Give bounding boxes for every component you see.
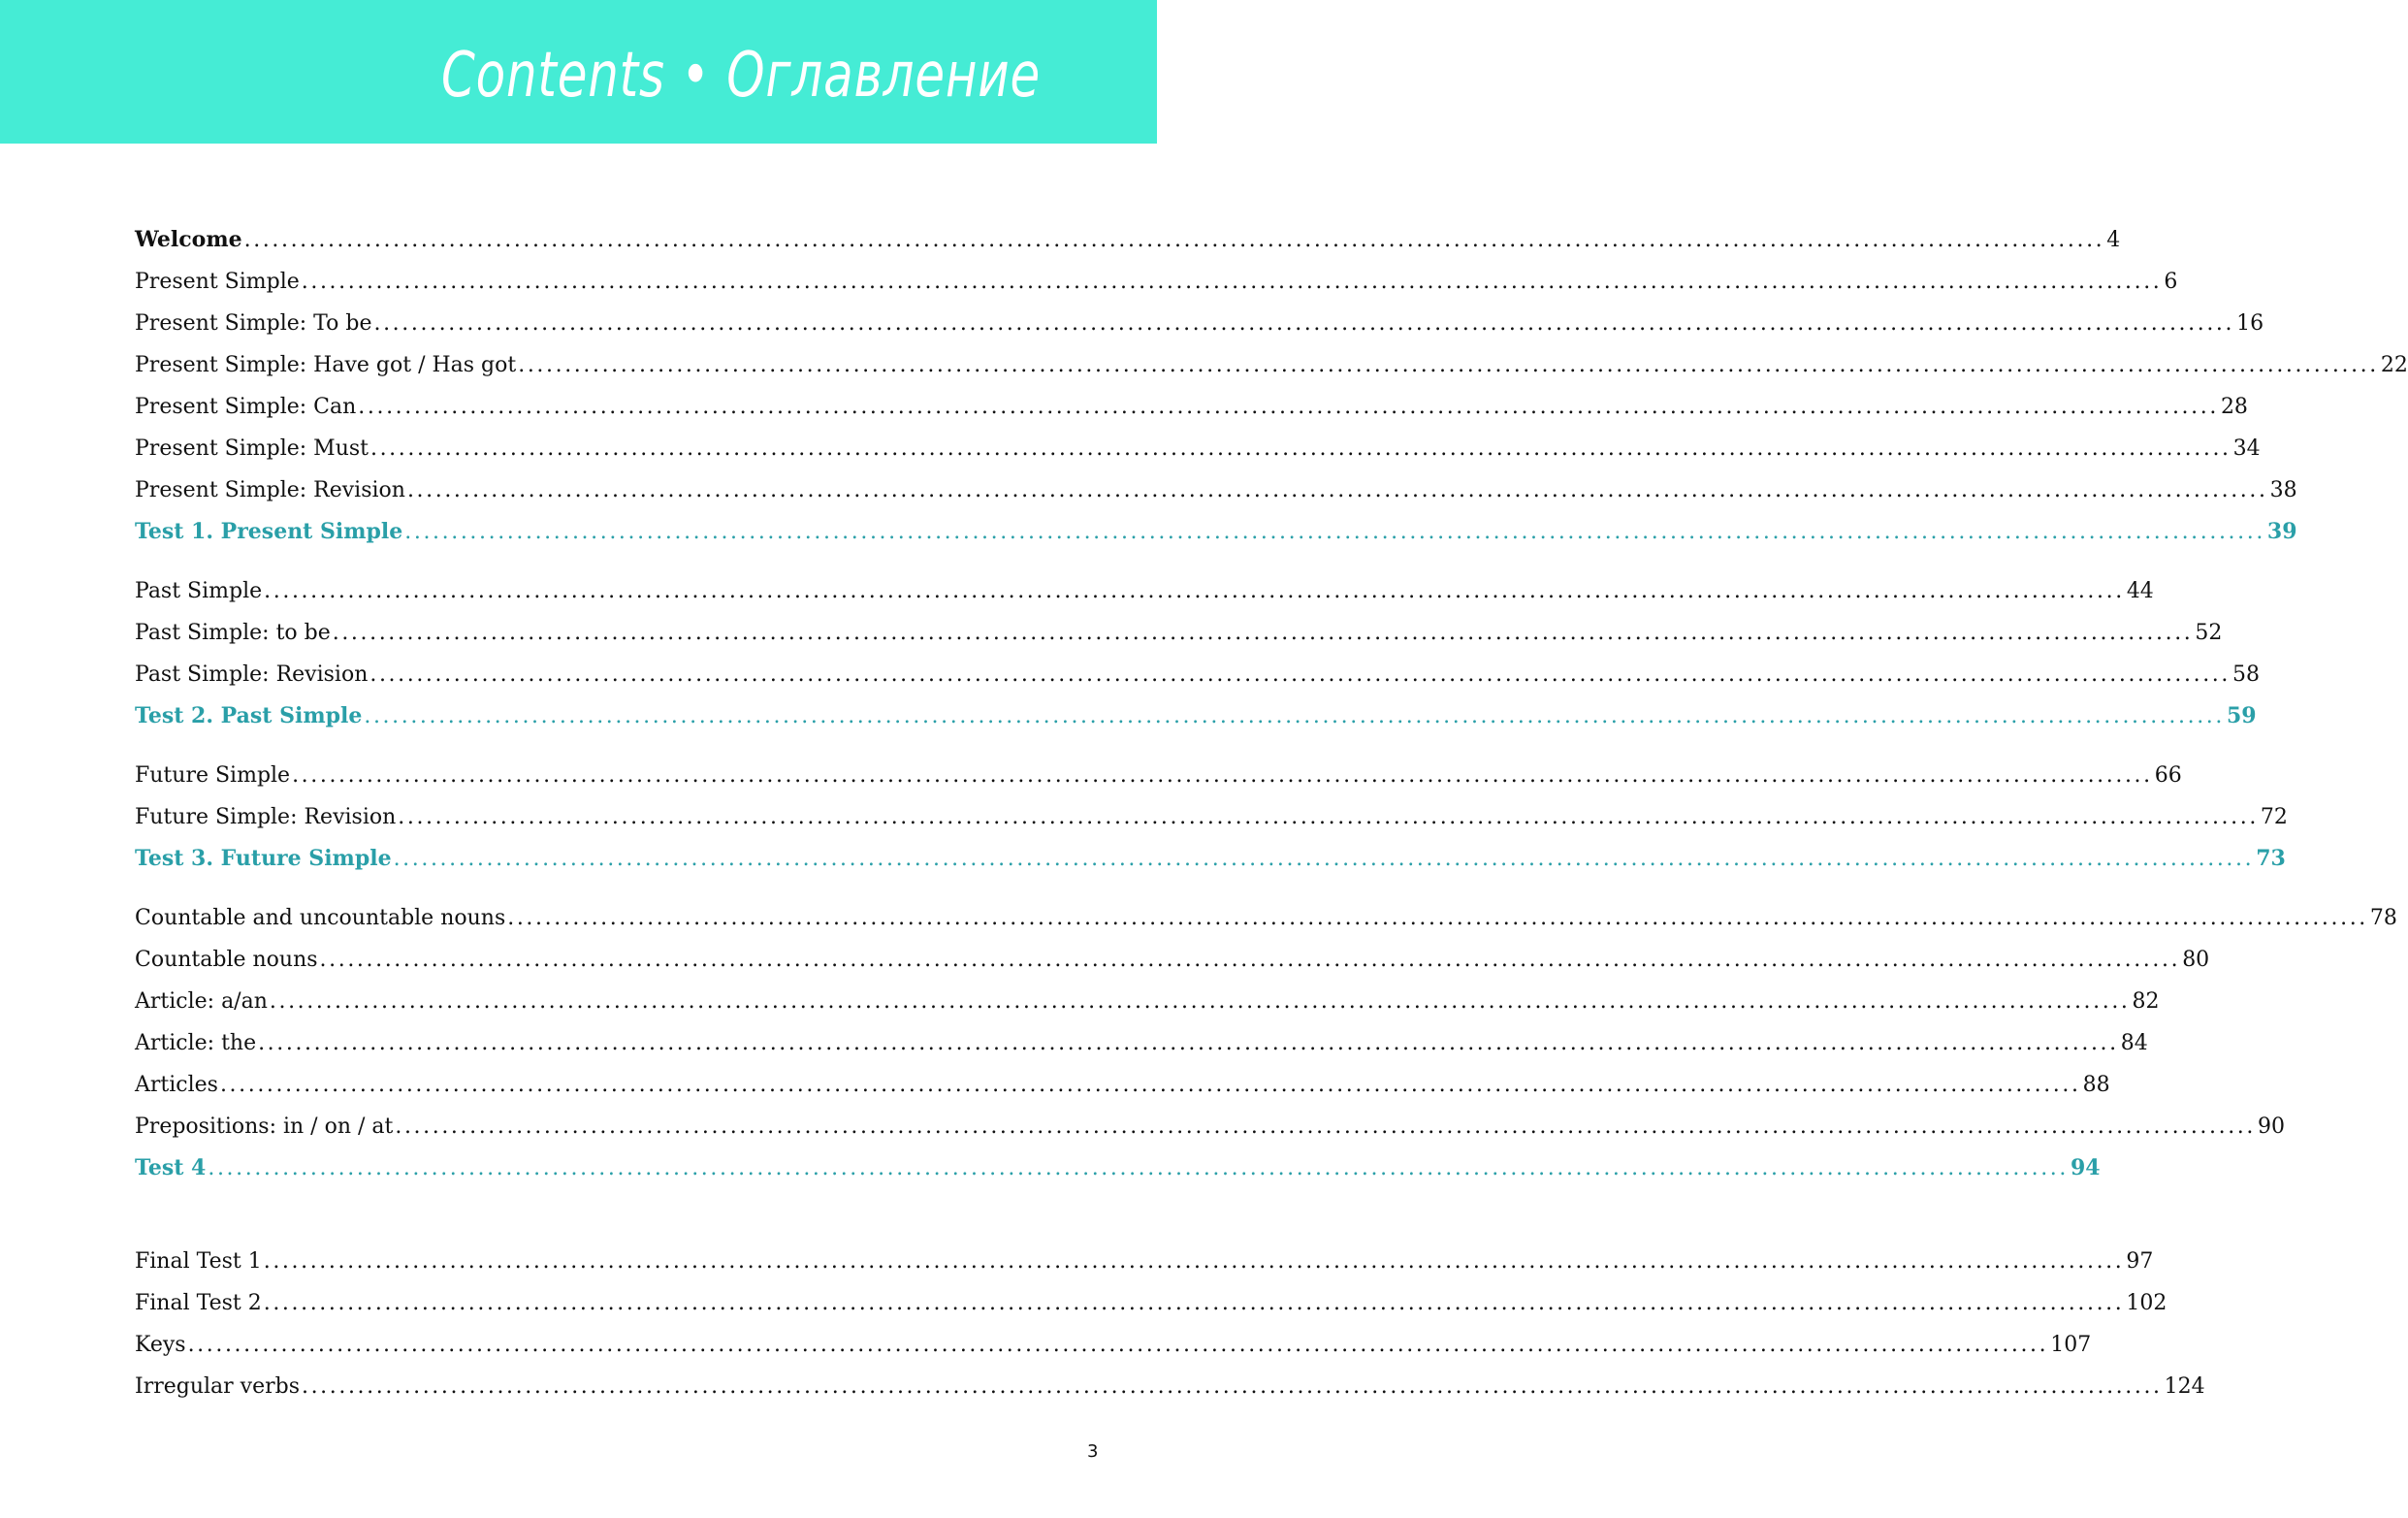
toc-entry-page: 72	[2260, 805, 2288, 829]
toc-entry-label: Past Simple: to be	[135, 621, 331, 645]
toc-entry[interactable]	[135, 1147, 2101, 1189]
toc-entry-page: 34	[2232, 436, 2261, 461]
toc-entry-label: Future Simple: Revision	[135, 805, 397, 829]
toc-entry[interactable]	[135, 1324, 2092, 1366]
toc-entry[interactable]	[135, 261, 2178, 303]
toc-entry-label: Countable nouns	[135, 948, 318, 972]
toc-leader-dots: ........................................................................................................................................................................................................	[406, 478, 2268, 502]
toc-leader-dots: ........................................................................................................................................................................................................	[187, 1333, 2049, 1357]
toc-entry-page: 97	[2126, 1249, 2154, 1274]
toc-entry-label: Article: a/an	[135, 989, 268, 1014]
toc-entry-label: Articles	[135, 1073, 218, 1097]
toc-entry[interactable]	[135, 428, 2261, 469]
toc-entry-page: 107	[2050, 1333, 2092, 1357]
toc-entry[interactable]	[135, 1241, 2154, 1282]
toc-entry[interactable]	[135, 838, 2286, 880]
toc-entry-label: Present Simple: Revision	[135, 478, 405, 502]
toc-leader-dots: ........................................................................................................................................................................................................	[364, 704, 2225, 728]
toc-entry-page: 84	[2120, 1031, 2148, 1055]
toc-entry-page: 124	[2164, 1374, 2205, 1399]
header-band	[0, 0, 1157, 144]
toc-entry-label: Countable and uncountable nouns	[135, 906, 506, 930]
toc-leader-dots: ........................................................................................................................................................................................................	[404, 520, 2265, 544]
toc-leader-dots: ........................................................................................................................................................................................................	[358, 395, 2219, 419]
toc-entry[interactable]	[135, 1282, 2167, 1324]
toc-entry-label: Test 2. Past Simple	[135, 703, 363, 728]
toc-entry[interactable]	[135, 219, 2121, 261]
toc-leader-dots: ........................................................................................................................................................................................................	[369, 662, 2231, 687]
page-title: Contents • Оглавление	[441, 40, 1041, 112]
toc-entry-label: Test 1. Present Simple	[135, 519, 403, 544]
toc-leader-dots: ........................................................................................................................................................................................................	[395, 1114, 2256, 1139]
toc-entry-label: Final Test 2	[135, 1291, 262, 1315]
toc-entry-page: 52	[2195, 621, 2223, 645]
toc-entry[interactable]	[135, 511, 2297, 553]
toc-entry-page: 22	[2380, 353, 2408, 377]
toc-leader-dots: ........................................................................................................................................................................................................	[269, 989, 2131, 1014]
toc-leader-dots: ........................................................................................................................................................................................................	[393, 847, 2255, 871]
toc-leader-dots: ........................................................................................................................................................................................................	[332, 621, 2194, 645]
toc-entry-page: 39	[2266, 519, 2297, 544]
toc-entry-label: Past Simple	[135, 579, 263, 603]
toc-entry-page: 82	[2132, 989, 2160, 1014]
toc-entry[interactable]	[135, 570, 2154, 612]
toc-entry-label: Present Simple: Must	[135, 436, 369, 461]
toc-entry-page: 80	[2182, 948, 2210, 972]
toc-leader-dots: ........................................................................................................................................................................................................	[518, 353, 2379, 377]
toc-entry[interactable]	[135, 344, 2408, 386]
page-number: 3	[1087, 1441, 1099, 1462]
toc-entry-page: 102	[2126, 1291, 2167, 1315]
toc-leader-dots: ........................................................................................................................................................................................................	[243, 228, 2105, 252]
toc-leader-dots: ........................................................................................................................................................................................................	[302, 1374, 2163, 1399]
toc-entry-page: 78	[2369, 906, 2397, 930]
toc-entry-label: Present Simple: To be	[135, 311, 372, 336]
toc-leader-dots: ........................................................................................................................................................................................................	[301, 270, 2163, 294]
toc-entry-page: 58	[2232, 662, 2260, 687]
toc-entry-label: Irregular verbs	[135, 1374, 300, 1399]
toc-entry-page: 94	[2071, 1155, 2101, 1180]
toc-entry-label: Welcome	[135, 227, 242, 252]
toc-leader-dots: ........................................................................................................................................................................................................	[507, 906, 2368, 930]
toc-entry-page: 4	[2106, 228, 2121, 252]
toc-entry-label: Keys	[135, 1333, 186, 1357]
toc-entry-page: 6	[2164, 270, 2178, 294]
toc-entry-label: Prepositions: in / on / at	[135, 1114, 394, 1139]
toc-entry[interactable]	[135, 303, 2264, 344]
toc-entry-page: 16	[2236, 311, 2264, 336]
toc-leader-dots: ........................................................................................................................................................................................................	[208, 1156, 2069, 1180]
toc-entry-label: Future Simple	[135, 763, 291, 788]
toc-entry-page: 28	[2220, 395, 2248, 419]
toc-entry-page: 59	[2227, 703, 2257, 728]
toc-entry[interactable]	[135, 469, 2297, 511]
toc-entry[interactable]	[135, 386, 2248, 428]
toc-entry-page: 66	[2154, 763, 2182, 788]
toc-entry[interactable]	[135, 981, 2160, 1022]
toc-leader-dots: ........................................................................................................................................................................................................	[264, 579, 2125, 603]
toc-entry-label: Final Test 1	[135, 1249, 262, 1274]
toc-entry[interactable]	[135, 1064, 2110, 1106]
toc-entry[interactable]	[135, 1022, 2148, 1064]
toc-leader-dots: ........................................................................................................................................................................................................	[263, 1291, 2125, 1315]
toc-entry-page: 90	[2258, 1114, 2285, 1139]
toc-entry[interactable]	[135, 654, 2260, 695]
toc-leader-dots: ........................................................................................................................................................................................................	[373, 311, 2235, 336]
toc-entry-label: Present Simple	[135, 270, 300, 294]
toc-entry[interactable]	[135, 612, 2223, 654]
toc-entry-label: Past Simple: Revision	[135, 662, 369, 687]
toc-leader-dots: ........................................................................................................................................................................................................	[219, 1073, 2081, 1097]
toc-leader-dots: ........................................................................................................................................................................................................	[258, 1031, 2119, 1055]
toc-entry[interactable]	[135, 897, 2397, 939]
toc-entry-label: Present Simple: Can	[135, 395, 357, 419]
toc-entry-label: Test 3. Future Simple	[135, 846, 392, 871]
toc-leader-dots: ........................................................................................................................................................................................................	[263, 1249, 2125, 1274]
toc-leader-dots: ........................................................................................................................................................................................................	[398, 805, 2259, 829]
toc-entry-page: 73	[2256, 846, 2286, 871]
toc-entry-page: 44	[2126, 579, 2154, 603]
toc-entry[interactable]	[135, 1106, 2285, 1147]
toc-entry[interactable]	[135, 939, 2210, 981]
toc-entry[interactable]	[135, 1366, 2205, 1407]
toc-leader-dots: ........................................................................................................................................................................................................	[319, 948, 2181, 972]
toc-entry[interactable]	[135, 796, 2288, 838]
toc-leader-dots: ........................................................................................................................................................................................................	[292, 763, 2153, 788]
toc-entry[interactable]	[135, 755, 2182, 796]
toc-entry-label: Test 4	[135, 1155, 207, 1180]
toc-entry-page: 38	[2269, 478, 2297, 502]
toc-entry[interactable]	[135, 695, 2257, 737]
toc-leader-dots: ........................................................................................................................................................................................................	[370, 436, 2231, 461]
toc-entry-page: 88	[2082, 1073, 2110, 1097]
toc-entry-label: Article: the	[135, 1031, 257, 1055]
toc-entry-label: Present Simple: Have got / Has got	[135, 353, 517, 377]
